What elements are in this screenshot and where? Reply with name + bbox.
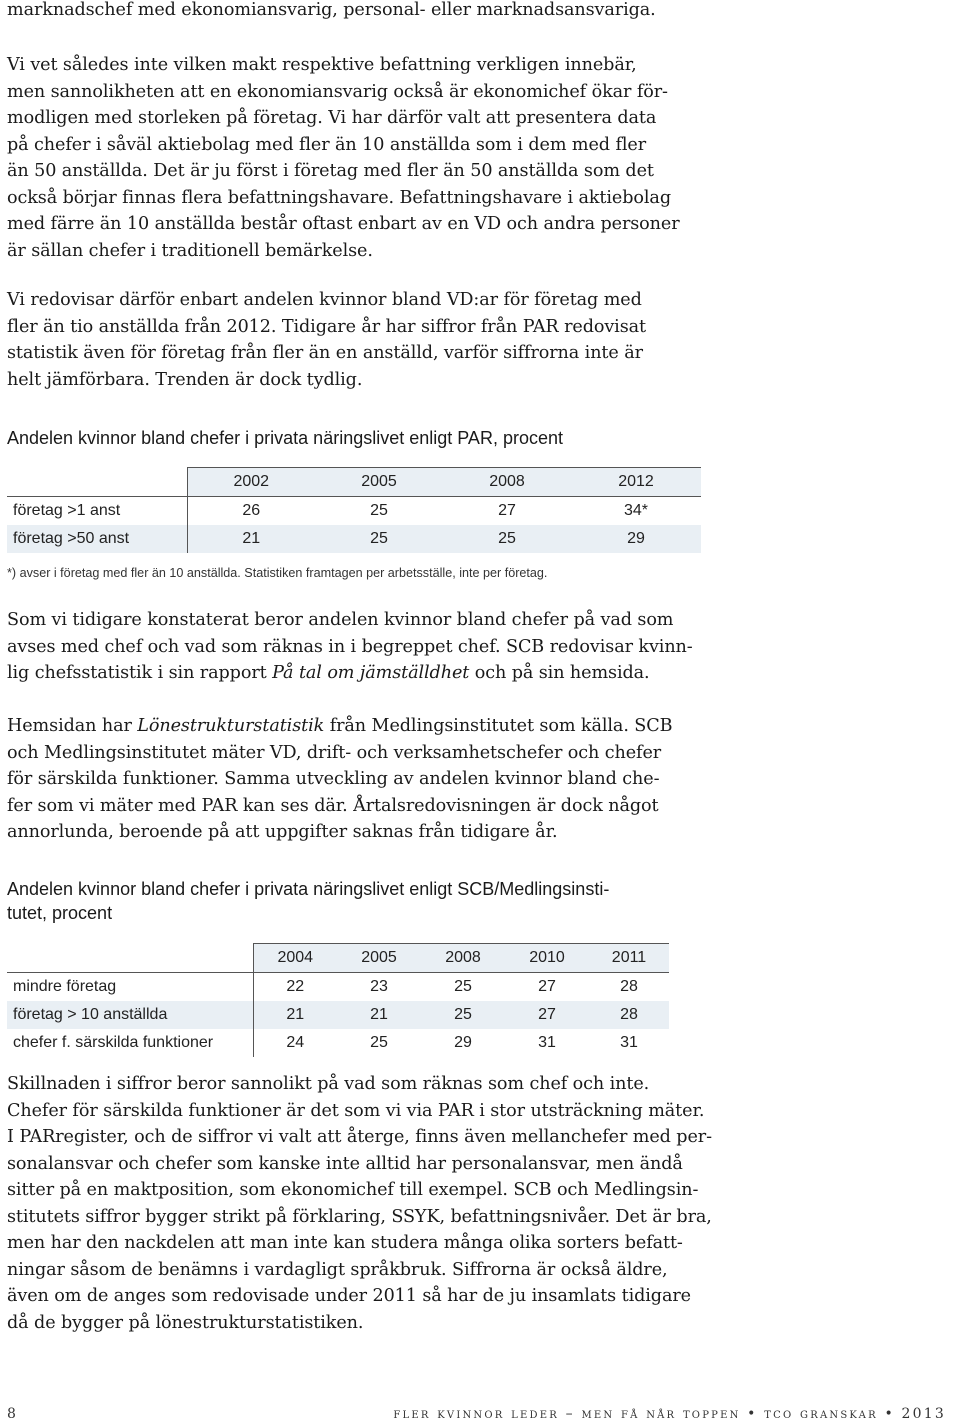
table1-year: 2008 — [443, 468, 571, 497]
page-number: 8 — [7, 1406, 16, 1422]
table2-scb — [7, 943, 669, 1057]
paragraph-skillnaden: Skillnaden i siffror beror sannolikt på vad som räknas som chef och inte. Chefer för särskilda funktioner är det som vi via PAR i stor utsträckning mäter. I PARregister, och de siffror vi valt att återge, finns även mellanchefer med per- sonalansvar och chefer som kanske inte alltid har personalansvar, men ändå sitter på en maktposition, som ekonomichef till exempel. SCB och Medlingsin- stitutets siffror bygger strikt på förklaring, SSYK, befattningsnivåer. Det är bra, men har den nackdelen att man inte kan studera många olika sorters befatt- ningar såsom de benämns i vardagligt språkbruk. Siffrorna är också äldre, även om de anges som redovisade under 2011 så har de ju insamlats tidigare då de bygger på lönestrukturstatistiken. — [7, 1074, 712, 1333]
table2-title: Andelen kvinnor bland chefer i privata näringslivet enligt SCB/Medlingsinsti- tutet, procent — [7, 879, 610, 923]
paragraph-befattning: Vi vet således inte vilken makt respektive befattning verkligen innebär, men sannolikheten att en ekonomiansvarig också är ekonomichef ökar för- modligen med storleken på företag. Vi har därför valt att presentera data på chefer i såväl aktiebolag med fler än 10 anställda som i dem med fler än 50 anställda. Det är ju först i företag med fler än 50 anställda som det också börjar finnas flera befattningshavare. Befattningshavare i aktiebolag med färre än 10 anställda består oftast enbart av en VD och andra personer är sällan chefer i traditionell bemärkelse. — [7, 55, 680, 261]
paragraph-text: och på sin hemsida. — [469, 663, 650, 683]
table-row — [7, 525, 701, 553]
table1-cell: 26 — [187, 497, 315, 526]
table1-year: 2005 — [315, 468, 443, 497]
table1-cell: 34* — [571, 497, 701, 526]
table-row — [7, 497, 701, 526]
table2-cell: 28 — [589, 973, 669, 1002]
paragraph-vd-redovisning: Vi redovisar därför enbart andelen kvinnor bland VD:ar för företag med fler än tio anställda från 2012. Tidigare år har siffror från PAR redovisat statistik även för företag från fler än en anställd, varför siffrorna inte är helt jämförbara. Trenden är dock tydlig. — [7, 290, 647, 390]
table1-year: 2012 — [571, 468, 701, 497]
report-title: På tal om jämställdhet — [272, 663, 470, 683]
table1-cell: 25 — [443, 525, 571, 553]
table2-cell: 25 — [421, 1001, 505, 1029]
table2-row-label: företag > 10 anställda — [7, 1001, 253, 1029]
table2-year: 2011 — [589, 944, 669, 973]
table1-row-label: företag >1 anst — [7, 497, 187, 526]
table2-row-label: chefer f. särskilda funktioner — [13, 1034, 214, 1051]
table2-year: 2005 — [337, 944, 421, 973]
table1-note: *) avser i företag med fler än 10 anställda. Statistiken framtagen per arbetsställe, inte per företag. — [7, 566, 548, 580]
table2-cell: 22 — [253, 973, 337, 1002]
table2-cell: 31 — [538, 1034, 556, 1051]
table2-cell: 27 — [505, 973, 589, 1002]
table2-cell: 27 — [505, 1001, 589, 1029]
table1-cell: 25 — [315, 497, 443, 526]
paragraph-intro-end: marknadschef med ekonomiansvarig, personal- eller marknadsansvariga. — [7, 0, 656, 20]
table1-cell: 25 — [315, 525, 443, 553]
table1-cell: 29 — [571, 525, 701, 553]
table1-title: Andelen kvinnor bland chefer i privata näringslivet enligt PAR, procent — [7, 428, 563, 448]
table2-cell: 25 — [370, 1034, 388, 1051]
table-row — [7, 1029, 669, 1057]
table2-year: 2008 — [421, 944, 505, 973]
table2-cell: 25 — [421, 973, 505, 1002]
paragraph-hemsidan — [7, 713, 719, 846]
table1-cell: 27 — [443, 497, 571, 526]
table1-par — [7, 467, 701, 553]
table2-cell: 21 — [337, 1001, 421, 1029]
paragraph-scb-intro — [7, 607, 719, 687]
table2-year: 2010 — [505, 944, 589, 973]
running-title: fler kvinnor leder – men få når toppen • tco granskar • 2013 — [393, 1406, 946, 1422]
table-row — [7, 973, 669, 1002]
table2-cell: 28 — [589, 1001, 669, 1029]
table2-row-label: mindre företag — [7, 973, 253, 1002]
table2-cell: 29 — [454, 1034, 472, 1051]
paragraph-text: Hemsidan har — [7, 716, 138, 736]
table-row — [7, 1001, 669, 1029]
table2-cell: 31 — [620, 1034, 638, 1051]
paragraph-text: Som vi tidigare konstaterat beror andelen kvinnor bland chefer på vad som avses med chef och vad som räknas in i begreppet chef. SCB redovisar kvinn- lig chefsstatistik i sin rapport — [7, 610, 693, 683]
paragraph-text: från Medlingsinstitutet som källa. SCB och Medlingsinstitutet mäter VD, drift- och verksamhetschefer och chefer för särskilda funktioner. Samma utveckling av andelen kvinnor bland che- fer som vi mäter med PAR kan ses där. Årtalsredovisningen är dock något annorlunda, beroende på att uppgifter saknas från tidigare år. — [7, 716, 673, 842]
table2-year: 2004 — [253, 944, 337, 973]
table2-cell: 23 — [337, 973, 421, 1002]
table2-cell: 21 — [253, 1001, 337, 1029]
source-title: Lönestrukturstatistik — [137, 716, 325, 736]
table1-cell: 21 — [187, 525, 315, 553]
table1-year: 2002 — [187, 468, 315, 497]
table1-row-label: företag >50 anst — [7, 525, 187, 553]
table2-cell: 24 — [253, 1029, 337, 1057]
